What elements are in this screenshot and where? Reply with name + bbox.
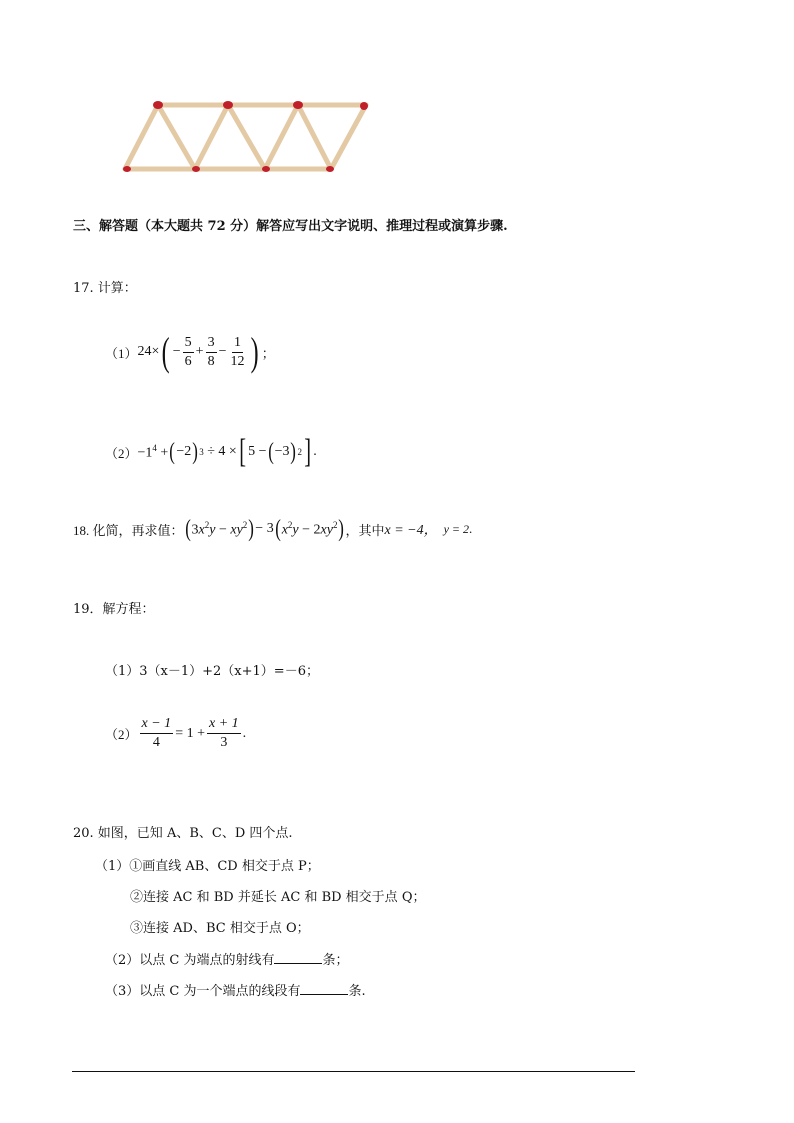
q20-line3: ③连接 AD、BC 相交于点 O； <box>130 921 310 936</box>
q17-label: 17. 计算： <box>73 281 137 296</box>
matchstick <box>265 105 298 169</box>
matchstick <box>195 105 228 169</box>
matchstick <box>228 105 265 169</box>
q19-part1: （1）3（x－1）+2（x+1）=－6； <box>105 664 319 679</box>
answer-blank[interactable] <box>300 982 348 995</box>
q20-line1: （1）①画直线 AB、CD 相交于点 P； <box>95 859 320 874</box>
q18: 18. 化简，再求值： ( $3x^2y - xy^2$ ) − 3 ( $x^2y - 2xy^2$ ) ，其中 x = −4， y = 2 . <box>73 516 473 542</box>
q17-part2: （2） $-1^4$ + ( −2 ) 3 ÷ 4 × [ 5 − ( −3 ) 2 ] . <box>105 433 317 470</box>
q19-part2: （2） $\frac{x - 1}{4}$ = 1 + $\frac{x + 1}{3}$ . <box>105 716 247 750</box>
q20-label: 20. 如图，已知 A、B、C、D 四个点. <box>73 826 293 841</box>
matchstick <box>158 105 195 169</box>
matchstick <box>298 105 331 169</box>
q17-part1: （1） 24× ( − $\frac{5}{6}$ + $\frac{3}{8}$ − $\frac{1}{12}$ ) ； <box>105 329 275 374</box>
matchstick-triangles-figure <box>110 95 380 180</box>
footer-rule <box>72 1071 635 1072</box>
q19-label: 19．解方程： <box>73 602 155 617</box>
q20-line5: （3）以点 C 为一个端点的线段有 条. <box>105 984 366 999</box>
q20-line4: （2）以点 C 为端点的射线有 条； <box>105 953 349 968</box>
matchstick <box>331 105 366 169</box>
answer-blank[interactable] <box>274 951 322 964</box>
matchstick <box>125 105 158 169</box>
section-heading: 三、解答题（本大题共 72 分）解答应写出文字说明、推理过程或演算步骤. <box>73 219 508 234</box>
q20-line2: ②连接 AC 和 BD 并延长 AC 和 BD 相交于点 Q； <box>130 890 426 905</box>
